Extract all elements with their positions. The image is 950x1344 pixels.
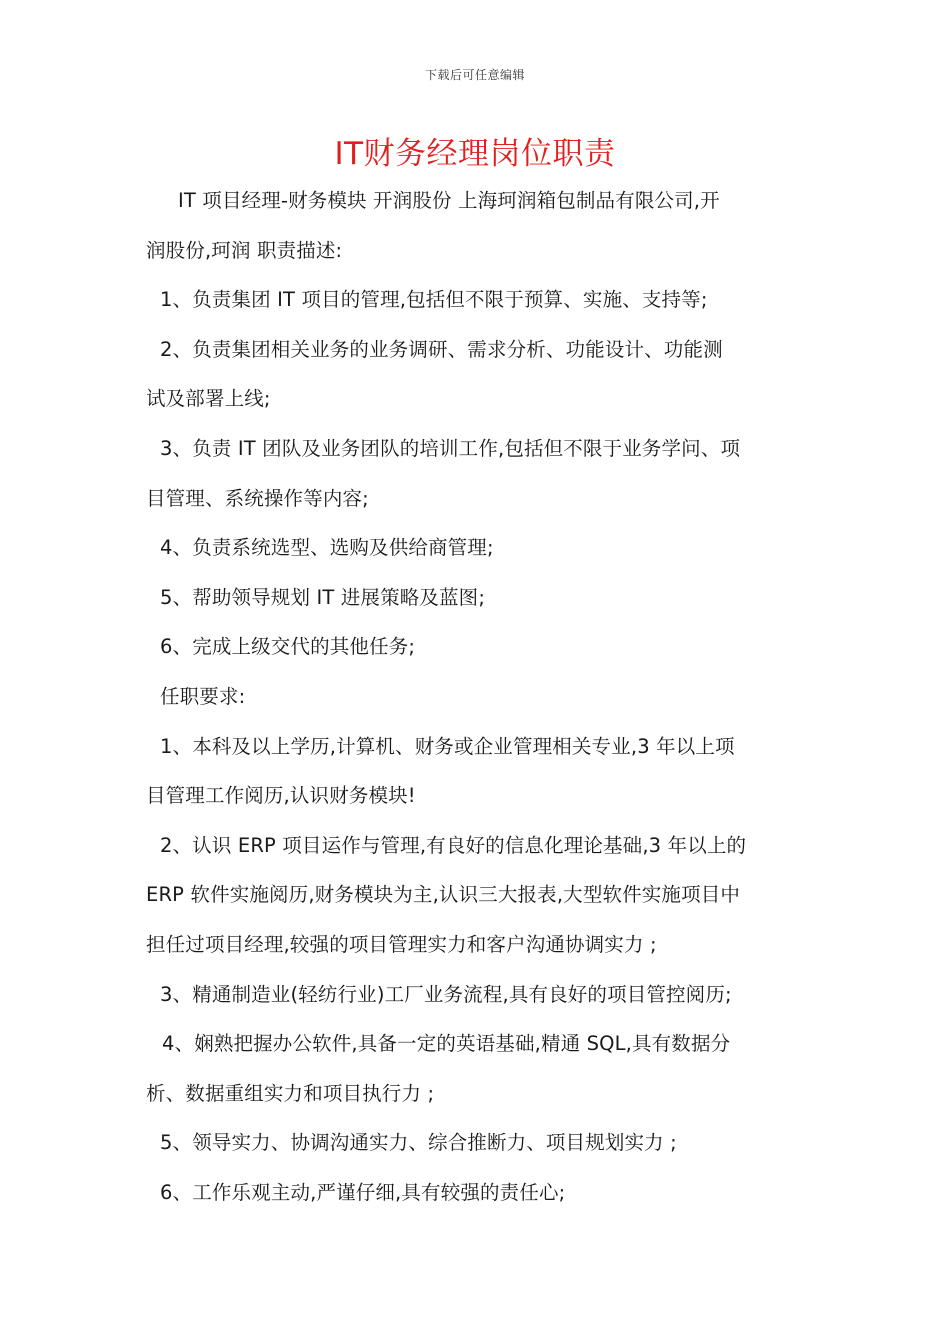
document-body [146,176,811,1217]
requirement-item: 2、认识 ERP 项目运作与管理,有良好的信息化理论基础,3 年以上的 [160,833,747,857]
requirement-item-continued: 担任过项目经理,较强的项目管理实力和客户沟通协调实力 ; [146,932,657,956]
paragraph-line: IT 项目经理-财务模块 开润股份 上海珂润箱包制品有限公司,开 [178,189,720,212]
requirement-item-continued: ERP 软件实施阅历,财务模块为主,认识三大报表,大型软件实施项目中 [146,883,741,907]
paragraph-line: 润股份,珂润 职责描述: [146,238,343,262]
header-note: 下载后可任意编辑 [424,68,525,82]
requirement-item-continued: 目管理工作阅历,认识财务模块! [146,784,416,808]
duty-item-continued: 试及部署上线; [146,387,271,411]
requirement-item: 6、工作乐观主动,严谨仔细,具有较强的责任心; [160,1180,566,1204]
duty-item: 1、负责集团 IT 项目的管理,包括但不限于预算、实施、支持等; [160,288,708,312]
duty-item: 6、完成上级交代的其他任务; [160,635,416,659]
requirement-item-continued: 析、数据重组实力和项目执行力 ; [146,1081,435,1105]
requirement-item: 5、领导实力、协调沟通实力、综合推断力、项目规划实力 ; [160,1131,677,1155]
requirement-item: 1、本科及以上学历,计算机、财务或企业管理相关专业,3 年以上项 [160,734,735,758]
requirement-item: 3、精通制造业(轻纺行业)工厂业务流程,具有良好的项目管控阅历; [160,982,732,1006]
duty-item: 2、负责集团相关业务的业务调研、需求分析、功能设计、功能测 [160,337,723,361]
duty-item: 3、负责 IT 团队及业务团队的培训工作,包括但不限于业务学问、项 [160,436,741,460]
requirements-heading: 任职要求: [160,684,246,708]
duty-item-continued: 目管理、系统操作等内容; [146,486,369,510]
requirement-item: 4、娴熟把握办公软件,具备一定的英语基础,精通 SQL,具有数据分 [162,1032,731,1056]
duty-item: 4、负责系统选型、选购及供给商管理; [160,536,494,560]
document-title: IT财务经理岗位职责 [334,136,616,172]
duty-item: 5、帮助领导规划 IT 进展策略及蓝图; [160,585,486,609]
